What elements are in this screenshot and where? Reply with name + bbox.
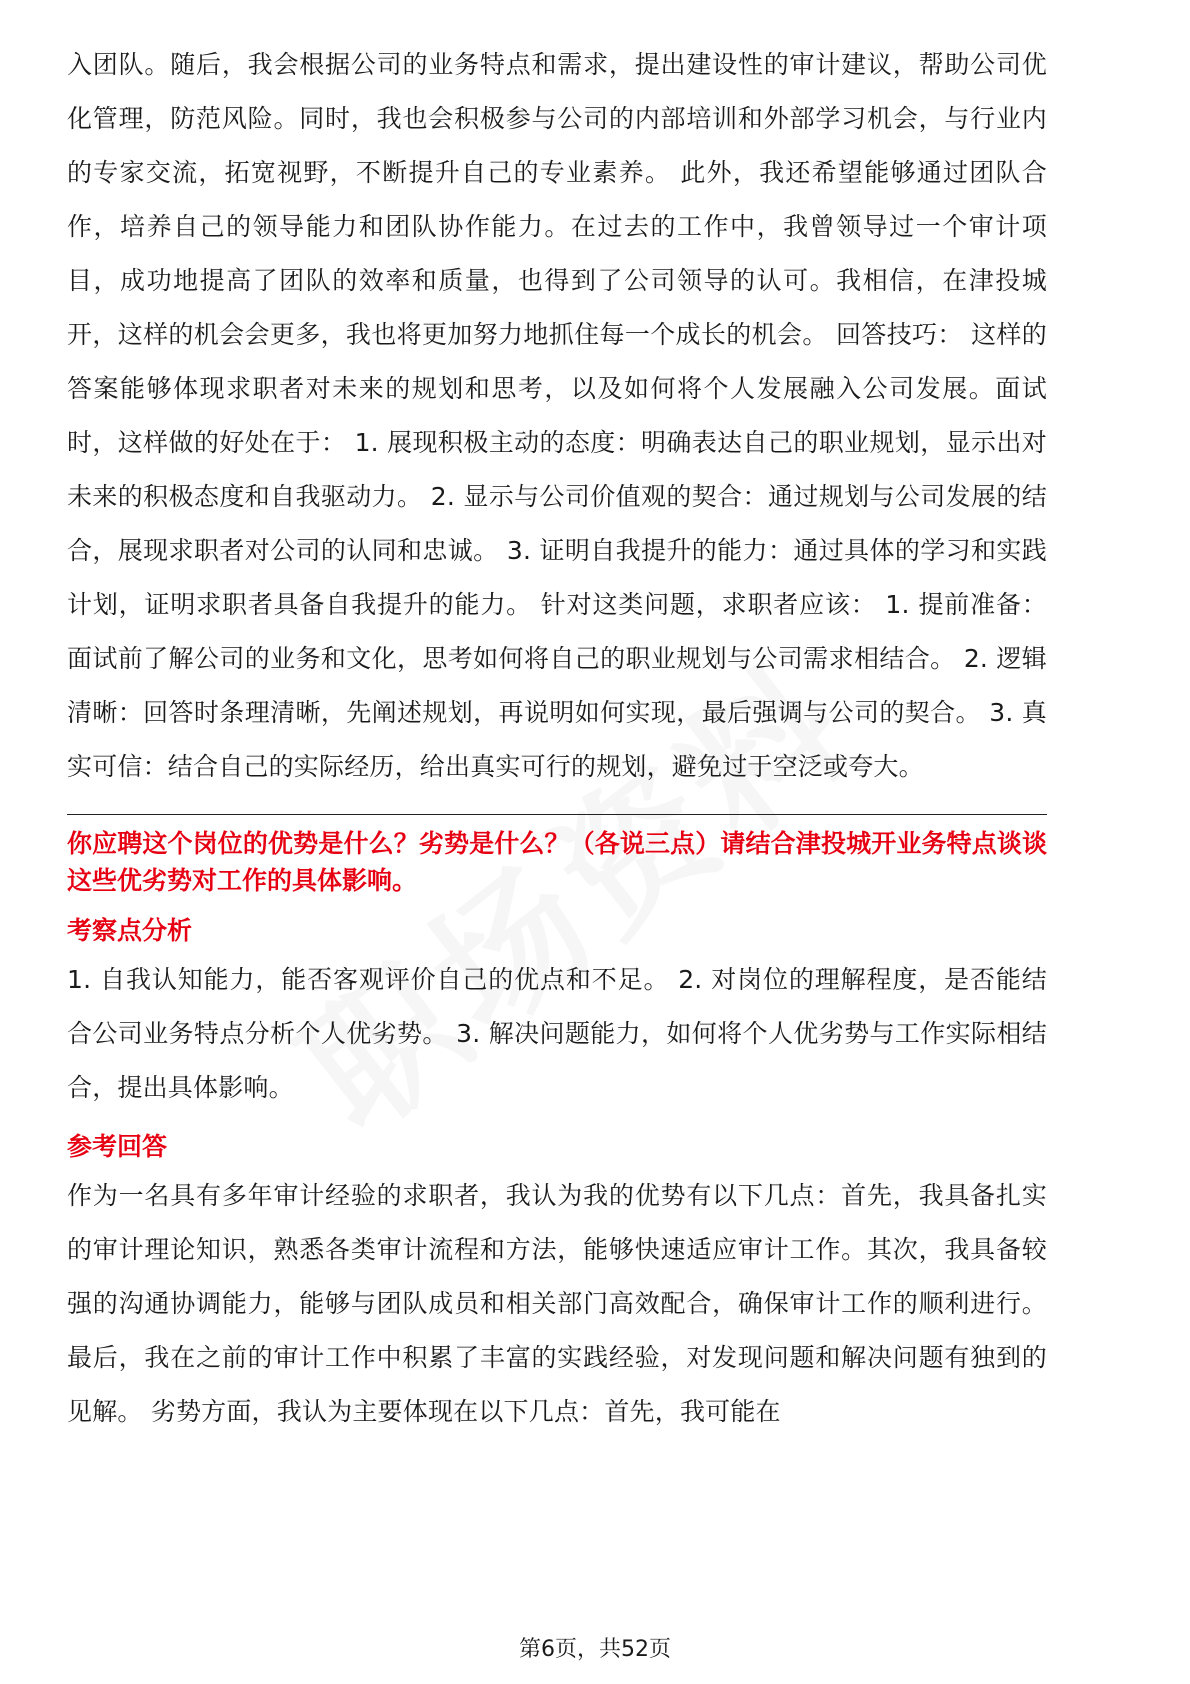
analysis-text: 1. 自我认知能力，能否客观评价自己的优点和不足。 2. 对岗位的理解程度，是否能结合公司业务特点分析个人优劣势。 3. 解决问题能力，如何将个人优劣势与工作实际相结合，提出具体影响。 [67,965,1047,1102]
page-number: 第6页，共52页 [519,1637,671,1662]
analysis-heading: 考察点分析 [67,916,193,945]
interview-question: 你应聘这个岗位的优势是什么？劣势是什么？（各说三点）请结合津投城开业务特点谈谈这些优劣势对工作的具体影响。 [67,829,1047,895]
body-paragraph-continued: 入团队。随后，我会根据公司的业务特点和需求，提出建设性的审计建议，帮助公司优化管理，防范风险。同时，我也会积极参与公司的内部培训和外部学习机会，与行业内的专家交流，拓宽视野，不断提升自己的专业素养。 此外，我还希望能够通过团队合作，培养自己的领导能力和团队协作能力。在过去的工作中，我曾领导过一个审计项目，成功地提高了团队的效率和质量，也得到了公司领导的认可。我相信，在津投城开，这样的机会会更多，我也将更加努力地抓住每一个成长的机会。 回答技巧： 这样的答案能够体现求职者对未来的规划和思考，以及如何将个人发展融入公司发展。面试时，这样做的好处在于： 1. 展现积极主动的态度：明确表达自己的职业规划，显示出对未来的积极态度和自我驱动力。 2. 显示与公司价值观的契合：通过规划与公司发展的结合，展现求职者对公司的认同和忠诚。 3. 证明自我提升的能力：通过具体的学习和实践计划，证明求职者具备自我提升的能力。 针对这类问题，求职者应该： 1. 提前准备：面试前了解公司的业务和文化，思考如何将自己的职业规划与公司需求相结合。 2. 逻辑清晰：回答时条理清晰，先阐述规划，再说明如何实现，最后强调与公司的契合。 3. 真实可信：结合自己的实际经历，给出真实可行的规划，避免过于空泛或夸大。 [67,50,1047,781]
answer-heading: 参考回答 [67,1132,168,1161]
answer-text: 作为一名具有多年审计经验的求职者，我认为我的优势有以下几点：首先，我具备扎实的审计理论知识，熟悉各类审计流程和方法，能够快速适应审计工作。其次，我具备较强的沟通协调能力，能够与团队成员和相关部门高效配合，确保审计工作的顺利进行。最后，我在之前的审计工作中积累了丰富的实践经验，对发现问题和解决问题有独到的见解。 劣势方面，我认为主要体现在以下几点：首先，我可能在 [67,1181,1047,1426]
section-divider [67,814,1047,815]
page-content [67,38,1047,1439]
